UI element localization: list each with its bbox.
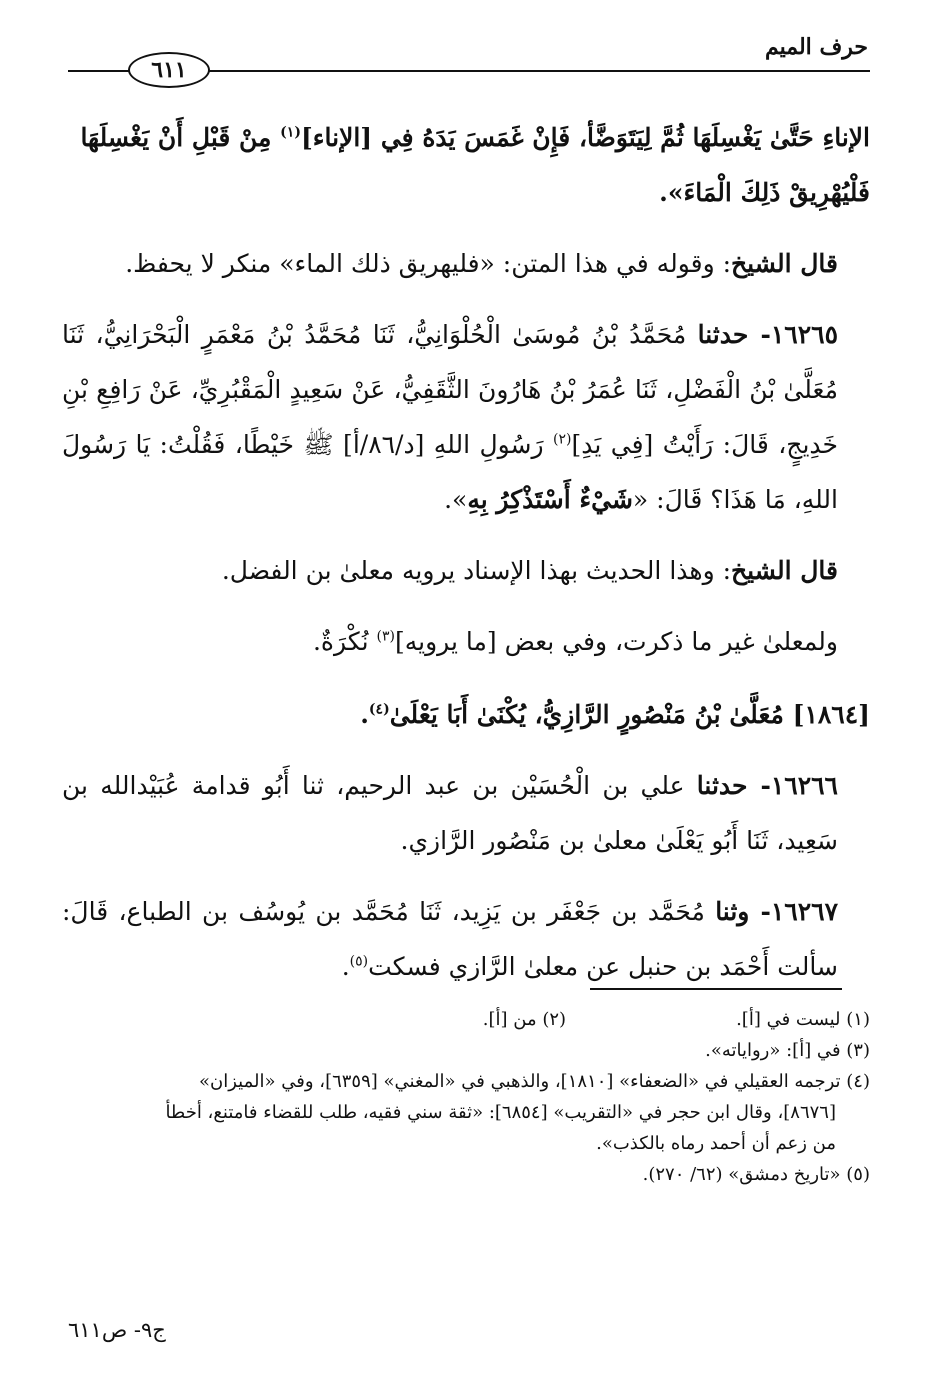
comment-text: : وقوله في هذا المتن: «فليهريق ذلك الماء» منكر لا يحفظ. [125,249,732,278]
footnote-4 [62,1066,870,1159]
narration-label: حدثنا [697,320,749,349]
text-segment: ولمعلىٰ غير ما ذكرت، وفي بعض [ما يرويه] [394,627,838,656]
comment-text: : وهذا الحديث بهذا الإسناد يرويه معلىٰ بن الفضل. [221,556,732,585]
text-segment: مِنْ قَبْلِ أَنْ يَغْسِلَهَا [80,123,281,152]
hadith-number: ١٦٢٦٧- [749,897,838,926]
hadith-number: ١٦٢٦٦- [747,771,838,800]
narration-label: وثنا [715,897,750,926]
matn-text: رَسُولِ اللهِ [د/٨٦/أ] ﷺ خَيْطًا، فَقُلْتُ: يَا رَسُولَ اللهِ، مَا هَذَا؟ قَالَ: « [62,430,838,514]
page-number: ٦١١ [151,57,187,83]
hadith-number: ١٦٢٦٥- [748,320,838,349]
footnote-ref: (٤) [368,701,390,718]
comment-continuation [62,614,870,669]
isnad-text: علي بن الْحُسَيْن بن عبد الرحيم، ثنا أَبُو قدامة عُبَيْدالله بن سَعِيد، ثَنَا أَبُو يَعْلَىٰ معلىٰ بن مَنْصُور الرَّازي. [62,771,838,855]
volume-page-ref: ج٩- ص٦١١ [68,1318,166,1342]
page-number-badge [128,52,210,88]
footnote-text: من زعم أن أحمد رماه بالكذب». [596,1133,836,1154]
footnote-5: (٥) «تاريخ دمشق» (٦٢/ ٢٧٠). [642,1164,870,1185]
text-segment: فَلْيُهْرِيقْ ذَلِكَ الْمَاءَ». [659,178,870,207]
speaker-label: قال الشيخ [731,556,838,585]
footnotes [62,1004,870,1190]
footnote-row [62,1004,870,1035]
hadith-continuation [62,110,870,220]
prophet-quote: شَيْءٌ أَسْتَذْكِرُ بِهِ [467,485,633,514]
hadith-16266 [62,758,870,868]
sheikh-comment [62,236,870,291]
text-segment: ». [444,485,468,514]
text-segment: الإناءِ حَتَّىٰ يَغْسِلَهَا ثُمَّ لِيَتَوَضَّأ، فَإِنْ غَمَسَ يَدَهُ فِي [الإناء] [300,123,870,152]
footnote-ref: (٣) [376,628,395,645]
isnad-text: مُحَمَّدُ بْنُ مُوسَىٰ الْحُلْوَانِيُّ، ثَنَا مُحَمَّدُ بْنُ مَعْمَرٍ الْبَحْرَانِيُّ، ثَنَا مُعَلَّىٰ بْنُ الْفَضْلِ، ثَنَا عُمَرُ بْنُ هَارُونَ الثَّقَفِيُّ، عَنْ سَعِيدٍ الْمَقْبُرِيِّ، عَنْ رَافِعِ بْنِ خَدِيجٍ، قَالَ: رَأَيْتُ [فِي يَدِ] [62,320,838,459]
footnote-text: (٤) ترجمه العقيلي في «الضعفاء» [١٨١٠]، والذهبي في «المغني» [٦٣٥٩]، وفي «الميزان» [199,1071,870,1092]
footnote-1: (١) ليست في [أ]. [736,1009,870,1030]
speaker-label: قال الشيخ [731,249,838,278]
footnote-separator [590,988,842,990]
footnote-ref: (٢) [553,431,572,448]
hadith-16265 [62,307,870,527]
heading-text: [١٨٦٤] مُعَلَّىٰ بْنُ مَنْصُورٍ الرَّازِيُّ، يُكْنَىٰ أَبَا يَعْلَىٰ [389,700,870,729]
footnote-2: (٢) من [أ]. [482,1009,567,1030]
footnote-ref: (٥) [349,953,369,970]
chapter-title: حرف الميم [764,34,868,60]
footnote-ref: (١) [280,124,301,141]
text-segment: . [360,700,369,729]
text-segment: نُكْرَةٌ. [312,627,377,656]
hadith-16267 [62,884,870,994]
footnote-3: (٣) في [أ]: «رواياته». [705,1040,870,1061]
narration-label: حدثنا [696,771,748,800]
sheikh-comment-2 [62,543,870,598]
biography-heading [62,687,870,742]
main-text [62,110,870,994]
text-segment: . [341,952,350,981]
isnad-text: مُحَمَّد بن جَعْفَر بن يَزِيد، ثَنَا مُحَمَّد بن يُوسُف بن الطباع، قَالَ: سألت أَحْمَد بن حنبل عن معلىٰ الرَّازي فسكت [62,897,838,981]
footnote-text: [٨٦٧٦]، وقال ابن حجر في «التقريب» [٦٨٥٤]: «ثقة سني فقيه، طلب للقضاء فامتنع، أخطأ [165,1102,836,1123]
